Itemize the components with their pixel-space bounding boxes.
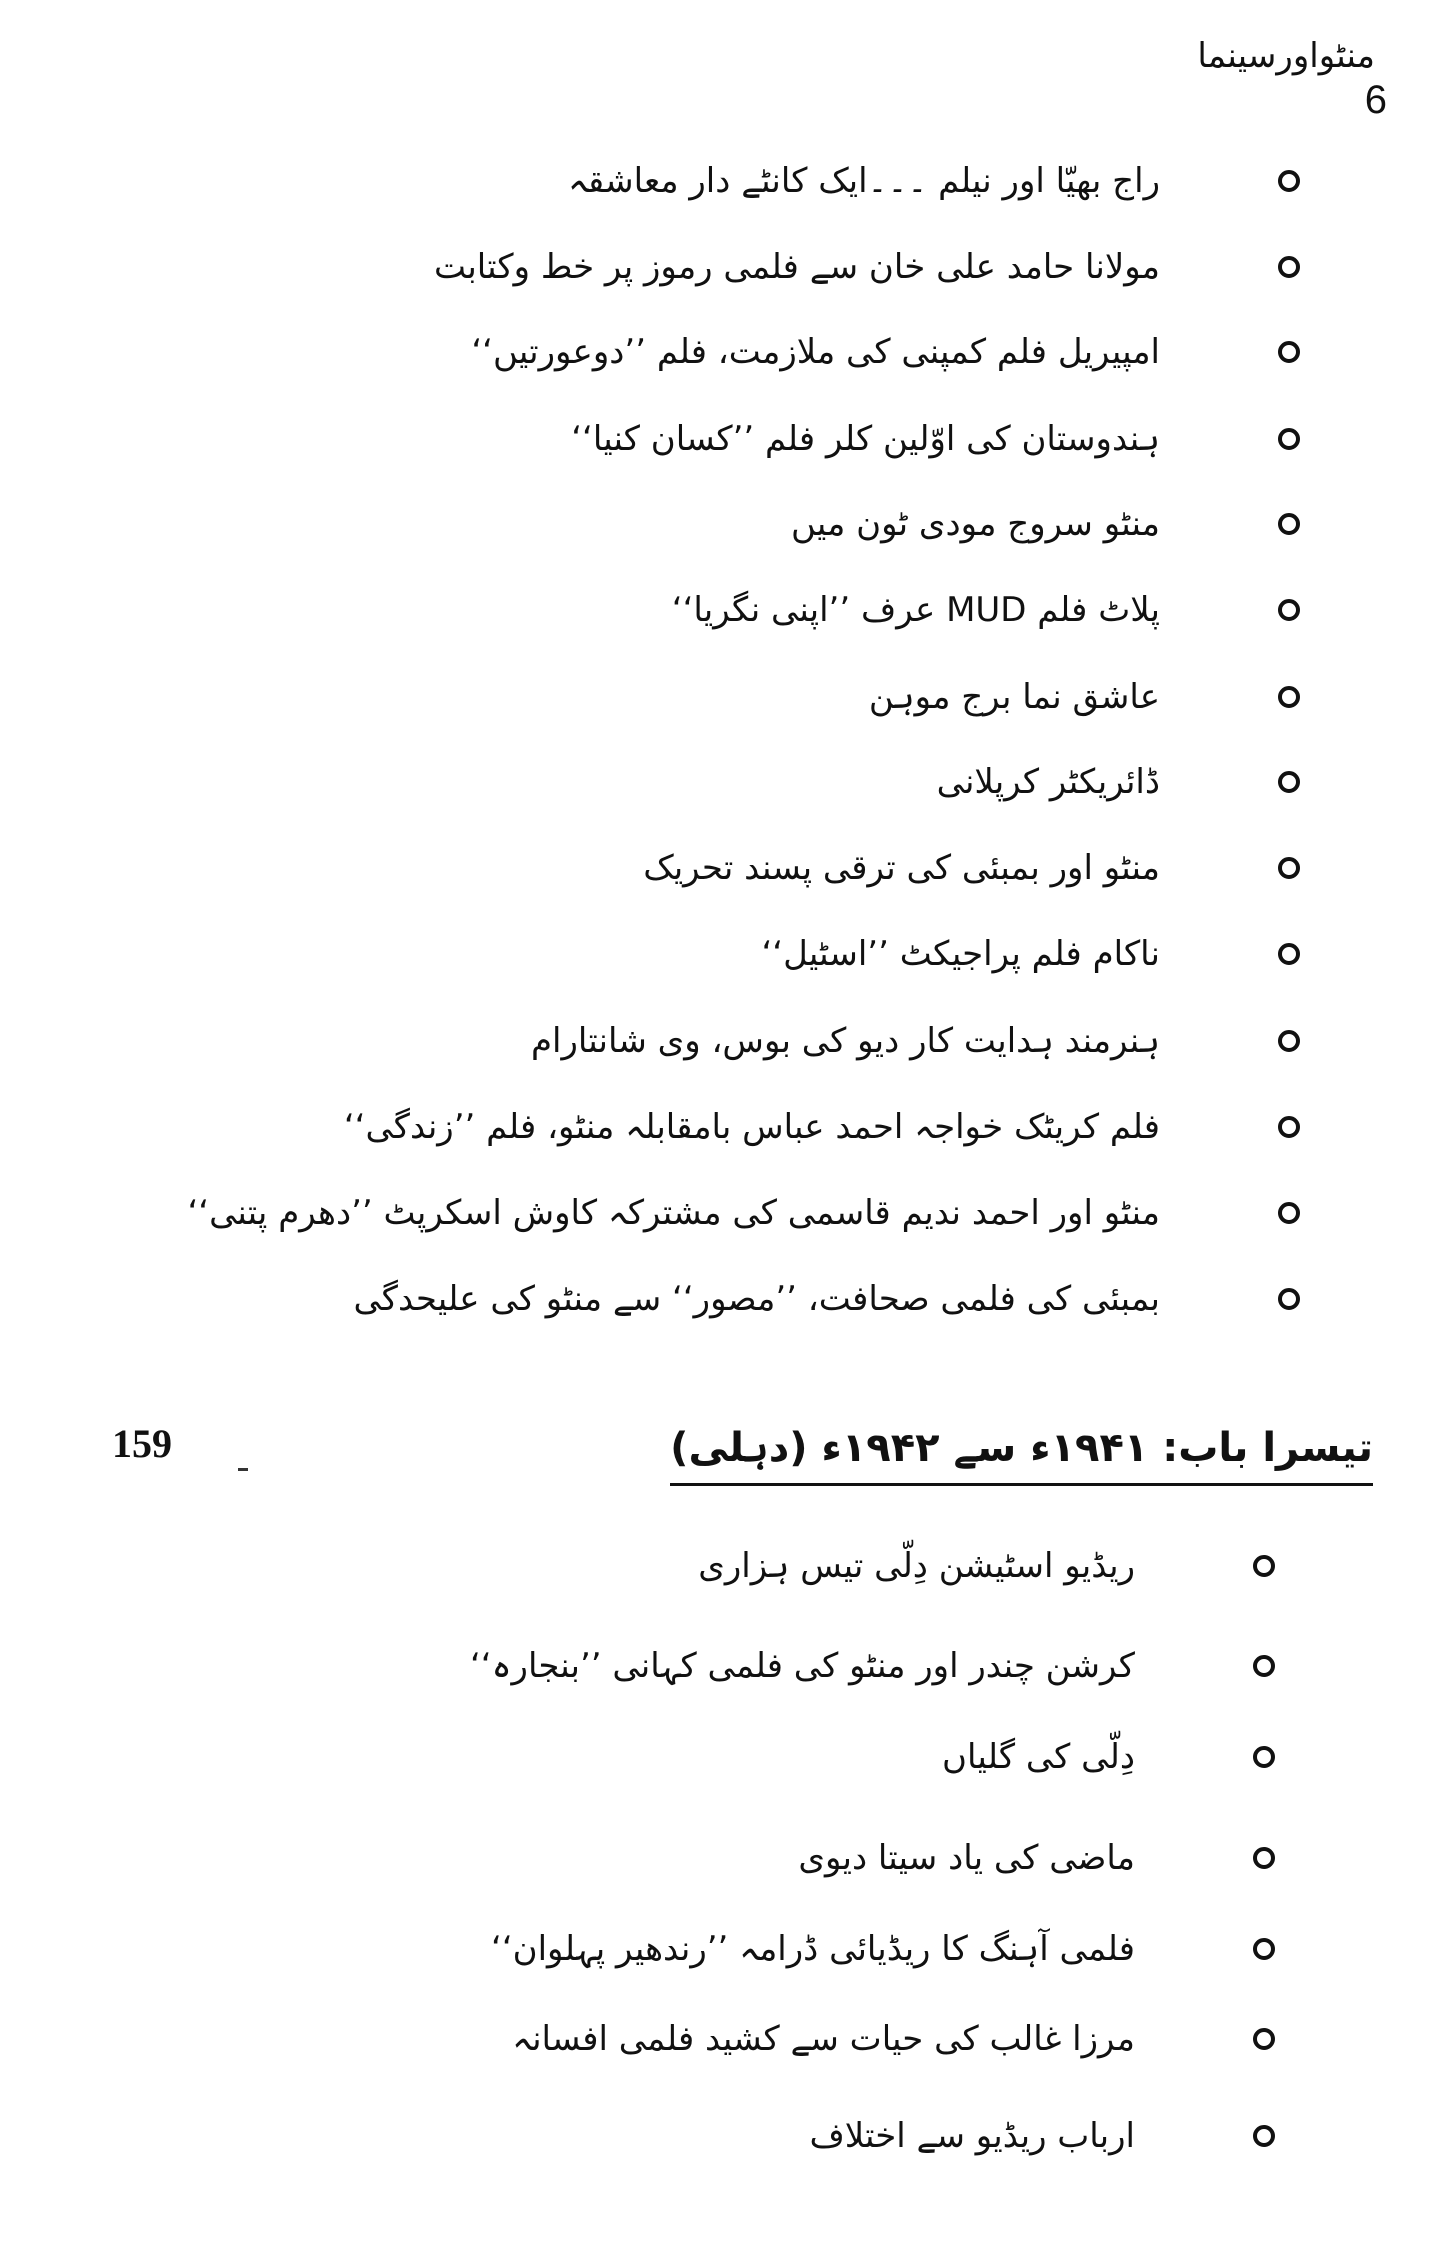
toc-item <box>809 2115 1275 2156</box>
toc-item-text: ارباب ریڈیو سے اختلاف <box>809 2116 1135 2156</box>
circle-bullet-icon <box>1278 428 1300 450</box>
toc-item <box>761 934 1300 974</box>
running-head: منٹواورسینما <box>1197 36 1375 76</box>
toc-item-text: عاشق نما برج موہن <box>868 677 1160 717</box>
circle-bullet-icon <box>1278 857 1300 879</box>
toc-item-text: ڈائریکٹر کرپلانی <box>936 762 1160 802</box>
circle-bullet-icon <box>1278 1288 1300 1310</box>
circle-bullet-icon <box>1278 943 1300 965</box>
toc-item-text: ہنرمند ہدایت کار دیو کی بوس، وی شانتارام <box>530 1021 1160 1061</box>
chapter-page-number: 159 <box>112 1421 172 1466</box>
toc-item-text: دِلّی کی گلیاں <box>941 1737 1135 1777</box>
toc-item-text: منٹو سروج مودی ٹون میں <box>790 504 1160 544</box>
circle-bullet-icon <box>1278 513 1300 535</box>
toc-item-text: فلم کریٹک خواجہ احمد عباس بامقابلہ منٹو، فلم ’’زندگی‘‘ <box>343 1107 1160 1147</box>
circle-bullet-icon <box>1253 2028 1275 2050</box>
toc-item-text: پلاٹ فلم MUD عرف ’’اپنی نگریا‘‘ <box>671 590 1160 630</box>
toc-item <box>187 1192 1300 1233</box>
circle-bullet-icon <box>1278 1202 1300 1224</box>
toc-item <box>531 1020 1300 1061</box>
toc-item <box>798 1838 1275 1878</box>
circle-bullet-icon <box>1278 341 1300 363</box>
toc-item <box>791 504 1300 544</box>
circle-bullet-icon <box>1253 1746 1275 1768</box>
toc-item-text: مولانا حامد علی خان سے فلمی رموز پر خط وکتابت <box>433 247 1160 287</box>
toc-item-text: فلمی آہنگ کا ریڈیائی ڈرامہ ’’رندھیر پہلوان‘‘ <box>491 1929 1135 1969</box>
circle-bullet-icon <box>1278 686 1300 708</box>
toc-item-text: ریڈیو اسٹیشن دِلّی تیس ہزاری <box>698 1546 1135 1586</box>
toc-item <box>937 762 1300 802</box>
toc-item <box>869 676 1300 717</box>
toc-item-text: مرزا غالب کی حیات سے کشید فلمی افسانہ <box>512 2019 1135 2059</box>
circle-bullet-icon <box>1253 1555 1275 1577</box>
toc-item <box>471 332 1300 372</box>
circle-bullet-icon <box>1278 256 1300 278</box>
circle-bullet-icon <box>1278 599 1300 621</box>
page-number: 6 <box>1364 78 1387 122</box>
circle-bullet-icon <box>1278 1116 1300 1138</box>
toc-item-text: بمبئی کی فلمی صحافت، ’’مصور‘‘ سے منٹو کی علیحدگی <box>353 1279 1160 1319</box>
toc-item <box>470 1645 1275 1686</box>
toc-item <box>344 1106 1300 1147</box>
toc-item <box>698 1545 1275 1586</box>
toc-item <box>643 848 1300 888</box>
toc-item <box>353 1278 1300 1319</box>
toc-item <box>434 246 1300 287</box>
toc-item-text: راج بھیّا اور نیلم ۔۔۔ایک کانٹے دار معاشقہ <box>568 161 1160 201</box>
circle-bullet-icon <box>1278 1030 1300 1052</box>
circle-bullet-icon <box>1253 1655 1275 1677</box>
toc-item <box>571 418 1300 459</box>
toc-item <box>942 1737 1275 1777</box>
toc-item <box>491 1928 1275 1969</box>
chapter-heading: تیسرا باب: ۱۹۴۱ء سے ۱۹۴۲ء (دہلی) <box>670 1425 1373 1486</box>
toc-item-text: ہندوستان کی اوّلین کلر فلم ’’کسان کنیا‘‘ <box>571 419 1160 459</box>
toc-item <box>568 160 1300 201</box>
toc-item-text: منٹو اور بمبئی کی ترقی پسند تحریک <box>643 848 1160 888</box>
circle-bullet-icon <box>1278 771 1300 793</box>
toc-item <box>512 2018 1275 2059</box>
toc-item <box>672 590 1300 630</box>
toc-item-text: منٹو اور احمد ندیم قاسمی کی مشترکہ کاوش اسکرپٹ ’’دھرم پتنی‘‘ <box>187 1193 1160 1233</box>
dash-mark <box>238 1468 248 1471</box>
toc-item-text: کرشن چندر اور منٹو کی فلمی کہانی ’’بنجارہ‘‘ <box>470 1646 1135 1686</box>
toc-item-text: ناکام فلم پراجیکٹ ’’اسٹیل‘‘ <box>761 934 1160 974</box>
circle-bullet-icon <box>1253 2125 1275 2147</box>
circle-bullet-icon <box>1278 170 1300 192</box>
toc-item-text: ماضی کی یاد سیتا دیوی <box>798 1838 1135 1878</box>
toc-item-text: امپیریل فلم کمپنی کی ملازمت، فلم ’’دوعورتیں‘‘ <box>471 332 1160 372</box>
circle-bullet-icon <box>1253 1938 1275 1960</box>
circle-bullet-icon <box>1253 1847 1275 1869</box>
